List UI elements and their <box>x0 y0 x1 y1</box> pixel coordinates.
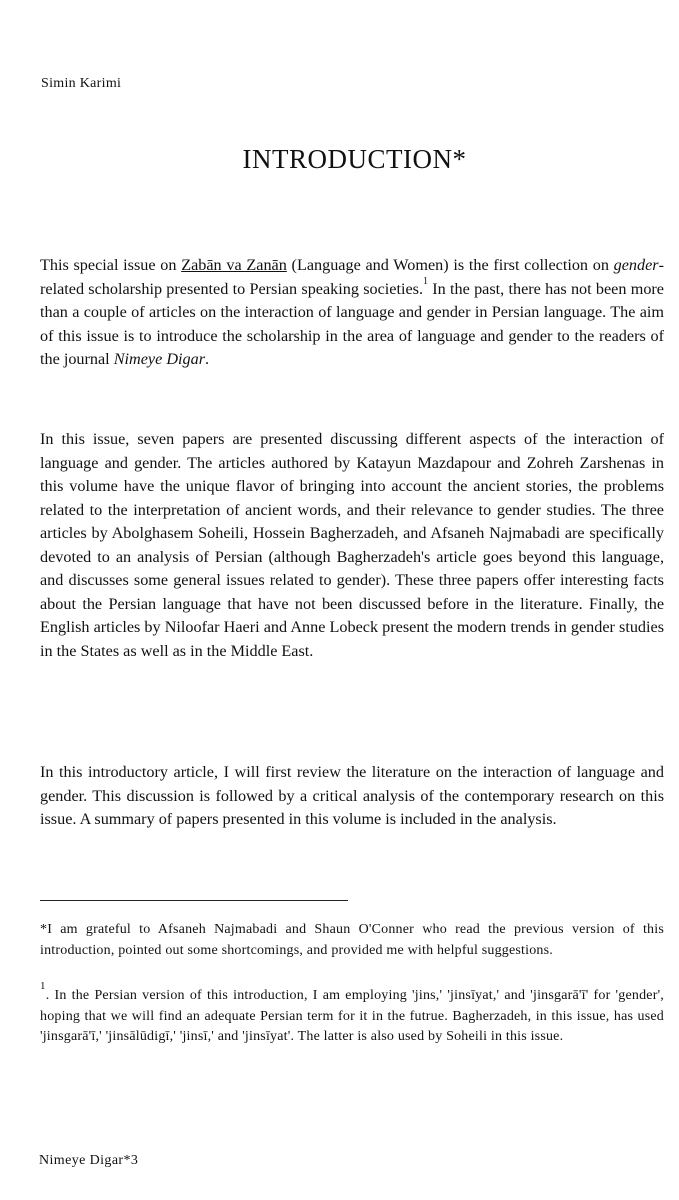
paragraph-3: In this introductory article, I will first review the literature on the interaction of language and gender. This discussion is followed by a critical analysis of the contemporary research on this issue. A summary of papers presented in this volume is included in the analysis. <box>40 763 664 828</box>
footnote-ref-1: 1 <box>423 276 428 288</box>
running-foot: Nimeye Digar*3 <box>39 1153 139 1168</box>
footnote-1-mark: 1 <box>40 980 46 993</box>
gender-italic: gender <box>613 256 659 274</box>
p1-text-e: . <box>205 350 210 368</box>
running-head-author: Simin Karimi <box>41 76 122 91</box>
journal-name-italic: Nimeye Digar <box>113 350 205 368</box>
footnote-divider <box>40 900 348 901</box>
paragraph-1 <box>40 254 664 372</box>
page-title: INTRODUCTION* <box>242 144 467 174</box>
p1-text-b: (Language and Women) is the first collection on <box>286 256 614 274</box>
footnote-1 <box>40 980 664 1048</box>
footnote-star: *I am grateful to Afsaneh Najmabadi and Shaun O'Conner who read the previous version of this introduction, pointed out some shortcomings, and provided me with helpful suggestions. <box>40 922 664 958</box>
paragraph-2: In this issue, seven papers are presented discussing different aspects of the interaction of language and gender. The articles authored by Katayun Mazdapour and Zohreh Zarshenas in this volume have the unique flavor of bringing into account the ancient stories, the problems related to the interpretation of ancient words, and their relevance to gender studies. The three articles by Abolghasem Soheili, Hossein Bagherzadeh, and Afsaneh Najmabadi are specifically devoted to an analysis of Persian (although Bagherzadeh's article goes beyond this language, and discusses some general issues related to gender). These three papers offer interesting facts about the Persian language that have not been discussed before in the literature. Finally, the English articles by Niloofar Haeri and Anne Lobeck present the modern trends in gender studies in the States as well as in the Middle East. <box>40 430 664 660</box>
p1-text-d: In the past, there has not been more than a couple of articles on the interaction of language and gender in Persian language. The aim of this issue is to introduce the scholarship in the area of language and gender to the readers of the journal <box>40 279 664 368</box>
journal-title-underlined: Zabān va Zanān <box>181 256 287 274</box>
p1-text-c: -related scholarship presented to Persian speaking societies. <box>40 256 664 298</box>
footnote-1-text: . In the Persian version of this introduction, I am employing 'jins,' 'jinsīyat,' and 'jinsgarā'ī' for 'gender', hoping that we will find an adequate Persian term for it in the futrue. Bagherzadeh, in this issue, has used 'jinsgarā'ī,' 'jinsālūdigī,' 'jinsī,' and 'jinsīyat'. The latter is also used by Soheili in this issue. <box>40 988 664 1044</box>
p1-text-a: This special issue on <box>40 256 182 274</box>
